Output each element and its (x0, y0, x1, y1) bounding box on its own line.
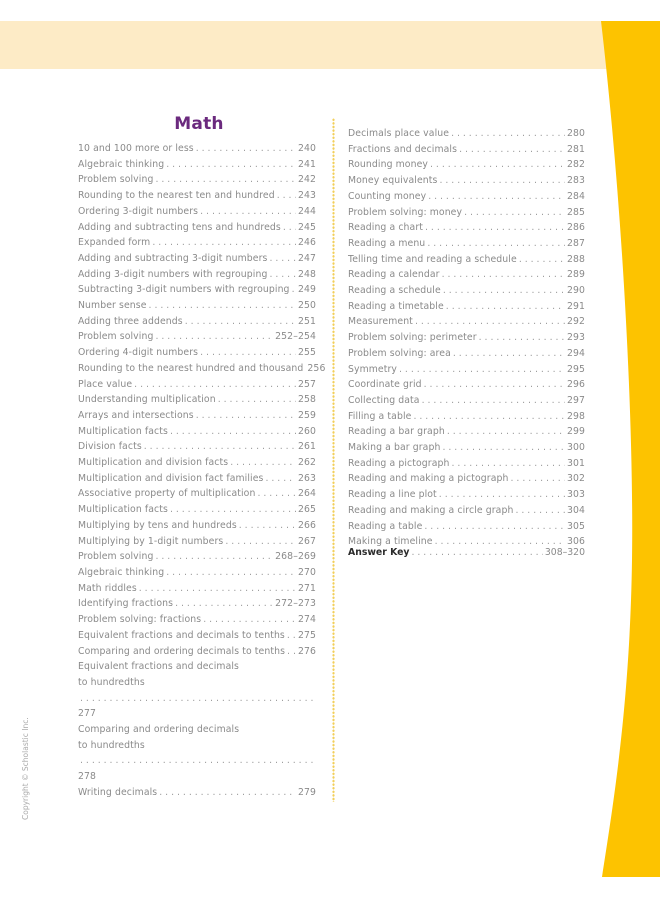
dot-leader (277, 188, 296, 204)
entry-page: 283 (566, 175, 585, 187)
dot-leader (196, 141, 296, 157)
entry-label: Equivalent fractions and decimals to tenths (78, 629, 285, 641)
toc-entry[interactable] (348, 409, 585, 425)
toc-entry[interactable] (348, 173, 585, 189)
entry-page: 285 (566, 206, 585, 218)
dot-leader (464, 205, 565, 221)
dot-leader (80, 753, 314, 769)
entry-page: 255 (297, 347, 316, 359)
entry-label: Multiplication facts (78, 425, 168, 437)
dot-leader (425, 220, 565, 236)
entry-page: 306 (566, 536, 585, 548)
toc-entry[interactable] (78, 377, 316, 393)
toc-entry[interactable] (348, 142, 585, 158)
entry-page: 259 (297, 409, 316, 421)
entry-label: Counting money (348, 190, 427, 202)
entry-label: Answer Key (348, 547, 410, 558)
toc-entry[interactable] (78, 518, 316, 534)
dot-leader (200, 345, 296, 361)
toc-entry[interactable] (78, 534, 316, 550)
dot-leader (479, 330, 565, 346)
entry-label: Reading a calendar (348, 269, 440, 281)
entry-label: Problem solving: fractions (78, 614, 202, 626)
toc-entry[interactable] (78, 471, 316, 487)
entry-page: 272–273 (275, 598, 316, 610)
entry-label-continued: to hundredths (78, 739, 145, 751)
dot-leader (155, 329, 273, 345)
entry-page: 264 (297, 488, 316, 500)
toc-entry[interactable] (348, 440, 585, 456)
toc-entry[interactable] (78, 345, 316, 361)
entry-label: Problem solving (78, 551, 154, 563)
toc-entry[interactable] (78, 172, 316, 188)
dot-leader (155, 172, 295, 188)
dot-leader (424, 377, 565, 393)
toc-entry[interactable] (78, 235, 316, 251)
dot-leader (451, 126, 565, 142)
entry-label: Reading a line plot (348, 489, 437, 501)
dot-leader (515, 503, 564, 519)
toc-entry-answer-key[interactable] (348, 545, 585, 561)
entry-page: 287 (566, 237, 585, 249)
toc-right-column (348, 126, 585, 550)
entry-page: 296 (566, 379, 585, 391)
dot-leader (452, 456, 565, 472)
entry-label: Problem solving: perimeter (348, 332, 477, 344)
entry-label: Reading a schedule (348, 285, 441, 297)
toc-entry[interactable] (78, 282, 316, 298)
dot-leader (443, 283, 565, 299)
dot-leader (203, 612, 296, 628)
toc-entry[interactable] (348, 346, 585, 362)
dot-leader (80, 691, 314, 707)
dot-leader (218, 392, 296, 408)
toc-entry[interactable] (348, 126, 585, 142)
toc-entry[interactable] (348, 377, 585, 393)
toc-entry[interactable] (78, 204, 316, 220)
toc-entry[interactable] (348, 236, 585, 252)
entry-label: Money equivalents (348, 175, 438, 187)
dot-leader (134, 377, 296, 393)
entry-page: 292 (566, 316, 585, 328)
dot-leader (175, 596, 273, 612)
entry-label: Reading a table (348, 520, 423, 532)
entry-page: 290 (566, 285, 585, 297)
entry-page: 284 (566, 190, 585, 202)
dot-leader (200, 204, 296, 220)
dot-leader (459, 142, 565, 158)
dot-leader (442, 440, 564, 456)
dot-leader (283, 220, 296, 236)
toc-entry[interactable] (348, 456, 585, 472)
entry-page: 302 (566, 473, 585, 485)
entry-page: 243 (297, 190, 316, 202)
entry-label: Writing decimals (78, 786, 158, 798)
entry-page: 280 (566, 128, 585, 139)
entry-label: Problem solving (78, 331, 154, 343)
entry-label: Associative property of multiplication (78, 488, 256, 500)
entry-label: Reading a menu (348, 237, 426, 249)
entry-page: 294 (566, 347, 585, 359)
toc-entry[interactable] (348, 157, 585, 173)
entry-label: Telling time and reading a schedule (348, 253, 517, 265)
entry-page: 298 (566, 410, 585, 422)
section-title: Math (174, 114, 224, 134)
entry-page: 262 (297, 457, 316, 469)
toc-entry[interactable] (348, 424, 585, 440)
entry-label: Reading and making a circle graph (348, 504, 514, 516)
entry-label: Understanding multiplication (78, 394, 216, 406)
entry-label: Math riddles (78, 582, 137, 594)
entry-label: Measurement (348, 316, 413, 328)
entry-label: Adding and subtracting tens and hundreds (78, 221, 281, 233)
entry-label: Symmetry (348, 363, 398, 375)
toc-entry[interactable] (78, 361, 326, 377)
entry-label: Place value (78, 378, 133, 390)
entry-label: Comparing and ordering decimals (78, 724, 240, 736)
dot-leader (428, 189, 565, 205)
toc-entry[interactable] (78, 722, 316, 785)
entry-page: 271 (297, 582, 316, 594)
entry-page: 248 (297, 268, 316, 280)
dot-leader (230, 455, 296, 471)
dot-leader (519, 252, 565, 268)
entry-label: Equivalent fractions and decimals (78, 661, 239, 673)
entry-label: Rounding money (348, 159, 429, 171)
toc-entry[interactable] (348, 393, 585, 409)
dot-leader (453, 346, 565, 362)
entry-label: Making a bar graph (348, 442, 441, 454)
toc-entry[interactable] (78, 157, 316, 173)
toc-entry[interactable] (348, 519, 585, 535)
entry-page: 275 (297, 629, 316, 641)
entry-label: Adding three addends (78, 315, 183, 327)
toc-entry[interactable] (78, 486, 316, 502)
dot-leader (155, 549, 273, 565)
dot-leader (196, 408, 296, 424)
toc-entry[interactable] (78, 439, 316, 455)
entry-page: 308–320 (544, 547, 585, 558)
entry-page: 304 (566, 504, 585, 516)
entry-page: 244 (297, 205, 316, 217)
entry-label: Multiplying by 1-digit numbers (78, 535, 224, 547)
entry-label: Adding and subtracting 3-digit numbers (78, 252, 268, 264)
entry-label: Identifying fractions (78, 598, 174, 610)
entry-page: 281 (566, 143, 585, 155)
entry-page: 250 (297, 300, 316, 312)
dot-leader (287, 644, 296, 660)
toc-entry[interactable] (78, 188, 316, 204)
toc-entry[interactable] (348, 503, 585, 519)
entry-label: Arrays and intersections (78, 409, 194, 421)
entry-page: 266 (297, 519, 316, 531)
entry-label: Filling a table (348, 410, 412, 422)
entry-label: Reading a pictograph (348, 457, 450, 469)
toc-entry[interactable] (78, 455, 316, 471)
dot-leader (185, 314, 296, 330)
dot-leader (269, 267, 296, 283)
entry-page: 297 (566, 394, 585, 406)
entry-page: 247 (297, 252, 316, 264)
dot-leader (149, 298, 296, 314)
entry-page: 258 (297, 394, 316, 406)
dot-leader (424, 519, 565, 535)
toc-entry[interactable] (78, 565, 316, 581)
entry-page: 301 (566, 457, 585, 469)
entry-page: 282 (566, 159, 585, 171)
dot-leader (442, 267, 565, 283)
entry-page: 293 (566, 332, 585, 344)
entry-page: 295 (566, 363, 585, 375)
toc-entry[interactable] (348, 283, 585, 299)
dot-leader (439, 487, 565, 503)
toc-entry[interactable] (78, 581, 316, 597)
entry-label: Multiplication and division facts (78, 457, 229, 469)
entry-page: 289 (566, 269, 585, 281)
entry-page: 303 (566, 489, 585, 501)
entry-label: Multiplication facts (78, 504, 168, 516)
entry-page: 240 (297, 143, 316, 154)
toc-entry[interactable] (348, 314, 585, 330)
entry-page: 279 (297, 786, 316, 798)
entry-page: 291 (566, 300, 585, 312)
entry-page: 270 (297, 566, 316, 578)
entry-page: 245 (297, 221, 316, 233)
toc-entry[interactable] (78, 612, 316, 628)
toc-entry[interactable] (78, 408, 316, 424)
dot-leader (411, 545, 542, 561)
toc-entry[interactable] (78, 502, 316, 518)
entry-page: 246 (297, 237, 316, 249)
toc-entry[interactable] (348, 189, 585, 205)
toc-entry[interactable] (348, 330, 585, 346)
toc-entry[interactable] (78, 628, 316, 644)
toc-entry[interactable] (348, 299, 585, 315)
entry-label: Adding 3-digit numbers with regrouping (78, 268, 268, 280)
entry-page: 260 (297, 425, 316, 437)
entry-label: Subtracting 3-digit numbers with regrouping (78, 284, 290, 296)
toc-entry[interactable] (78, 329, 316, 345)
entry-page: 277 (78, 708, 97, 720)
entry-page: 242 (297, 174, 316, 186)
entry-label: Problem solving (78, 174, 154, 186)
entry-page: 276 (297, 645, 316, 657)
entry-page: 288 (566, 253, 585, 265)
dot-leader (166, 157, 296, 173)
dot-leader (447, 424, 565, 440)
entry-page: 263 (297, 472, 316, 484)
dot-leader (415, 314, 565, 330)
toc-entry[interactable] (78, 659, 316, 722)
toc-entry[interactable] (348, 471, 585, 487)
entry-label: Making a timeline (348, 536, 433, 548)
entry-page: 305 (566, 520, 585, 532)
entry-page: 251 (297, 315, 316, 327)
toc-entry[interactable] (78, 644, 316, 660)
toc-entry[interactable] (78, 267, 316, 283)
dot-leader (430, 157, 565, 173)
toc-entry[interactable] (78, 785, 316, 801)
entry-page: 267 (297, 535, 316, 547)
dot-leader (159, 785, 296, 801)
dot-leader (269, 251, 296, 267)
entry-page: 249 (297, 284, 316, 296)
entry-page: 252–254 (275, 331, 316, 343)
dot-leader (292, 282, 296, 298)
toc-left-column (78, 141, 326, 801)
entry-label: Expanded form (78, 237, 151, 249)
entry-label: 10 and 100 more or less (78, 143, 194, 154)
toc-entry[interactable] (78, 392, 316, 408)
entry-label: Comparing and ordering decimals to tenths (78, 645, 286, 657)
dot-leader (139, 581, 296, 597)
toc-entry[interactable] (78, 220, 316, 236)
entry-label: Reading a bar graph (348, 426, 445, 438)
entry-label: Decimals place value (348, 128, 450, 139)
dot-leader (511, 471, 565, 487)
toc-entry[interactable] (348, 267, 585, 283)
entry-page: 241 (297, 158, 316, 170)
toc-entry[interactable] (78, 596, 316, 612)
toc-entry[interactable] (348, 220, 585, 236)
entry-page: 265 (297, 504, 316, 516)
entry-label: Ordering 3-digit numbers (78, 205, 199, 217)
toc-entry[interactable] (348, 252, 585, 268)
dot-leader (257, 486, 296, 502)
dot-leader (446, 299, 565, 315)
entry-label: Problem solving: money (348, 206, 463, 218)
entry-page: 256 (307, 362, 326, 374)
dot-leader (152, 235, 296, 251)
entry-label: Coordinate grid (348, 379, 422, 391)
entry-label: Problem solving: area (348, 347, 451, 359)
toc-entry[interactable] (348, 205, 585, 221)
toc-entry[interactable] (78, 314, 316, 330)
copyright-notice: Copyright © Scholastic Inc. (21, 717, 30, 820)
entry-label-continued: to hundredths (78, 676, 145, 688)
entry-label: Multiplying by tens and hundreds (78, 519, 237, 531)
dot-leader (225, 534, 296, 550)
entry-label: Division facts (78, 441, 142, 453)
entry-page: 257 (297, 378, 316, 390)
entry-label: Reading and making a pictograph (348, 473, 509, 485)
toc-entry[interactable] (348, 362, 585, 378)
dot-leader (239, 518, 296, 534)
dot-leader (439, 173, 564, 189)
entry-label: Rounding to the nearest hundred and thousand (78, 362, 304, 374)
entry-label: Collecting data (348, 394, 420, 406)
toc-entry[interactable] (78, 424, 316, 440)
toc-entry[interactable] (78, 141, 316, 157)
entry-page: 286 (566, 222, 585, 234)
dot-leader (287, 628, 296, 644)
entry-page: 299 (566, 426, 585, 438)
dot-leader (170, 424, 296, 440)
column-divider (332, 118, 335, 802)
entry-label: Rounding to the nearest ten and hundred (78, 190, 275, 202)
entry-page: 300 (566, 442, 585, 454)
entry-label: Reading a timetable (348, 300, 444, 312)
dot-leader (399, 362, 565, 378)
entry-label: Fractions and decimals (348, 143, 458, 155)
entry-page: 268–269 (275, 551, 316, 563)
entry-label: Algebraic thinking (78, 566, 165, 578)
entry-label: Algebraic thinking (78, 158, 165, 170)
toc-entry[interactable] (78, 549, 316, 565)
entry-page: 261 (297, 441, 316, 453)
entry-label: Number sense (78, 300, 147, 312)
dot-leader (265, 471, 295, 487)
toc-entry[interactable] (78, 251, 316, 267)
dot-leader (166, 565, 296, 581)
entry-label: Ordering 4-digit numbers (78, 347, 199, 359)
toc-entry[interactable] (348, 487, 585, 503)
entry-page: 274 (297, 614, 316, 626)
dot-leader (427, 236, 565, 252)
entry-label: Multiplication and division fact families (78, 472, 264, 484)
dot-leader (422, 393, 565, 409)
dot-leader (144, 439, 296, 455)
toc-entry[interactable] (78, 298, 316, 314)
entry-page: 278 (78, 771, 97, 783)
dot-leader (170, 502, 296, 518)
dot-leader (413, 409, 565, 425)
header-band (0, 21, 620, 69)
entry-label: Reading a chart (348, 222, 424, 234)
